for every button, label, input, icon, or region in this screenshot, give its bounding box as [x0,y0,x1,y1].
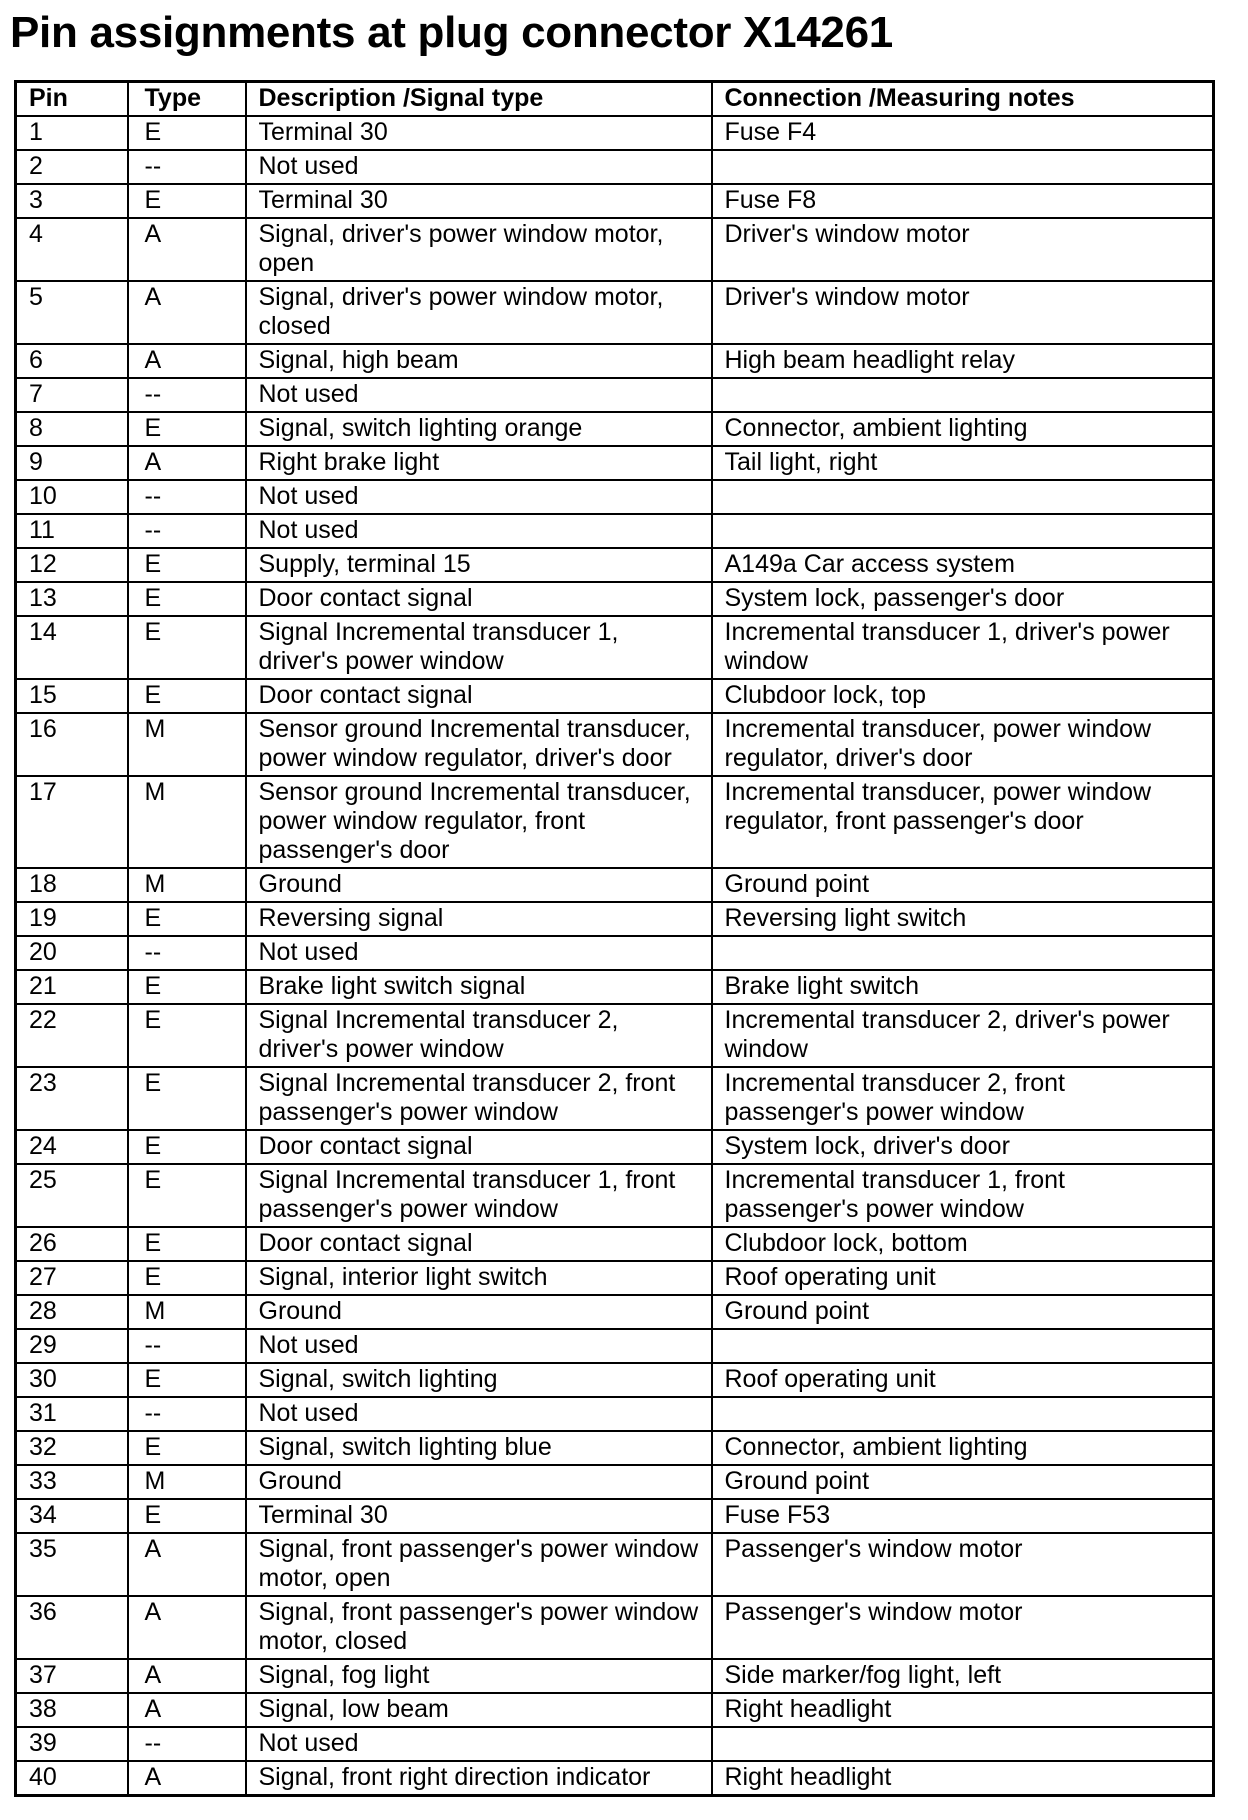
table-row [16,218,1214,281]
table-body [16,116,1214,1796]
type-cell: E [128,616,246,679]
description-cell: Signal Incremental transducer 2, driver's power window [246,1004,712,1067]
table-row [16,1431,1214,1465]
pin-cell: 1 [16,116,128,150]
type-cell: A [128,344,246,378]
connection-cell: Fuse F53 [712,1499,1214,1533]
type-cell: -- [128,1727,246,1761]
table-row [16,1659,1214,1693]
connection-cell: System lock, driver's door [712,1130,1214,1164]
connection-cell: Clubdoor lock, top [712,679,1214,713]
description-cell: Terminal 30 [246,1499,712,1533]
description-cell: Sensor ground Incremental transducer, power window regulator, driver's door [246,713,712,776]
table-row [16,1397,1214,1431]
description-cell: Signal, switch lighting blue [246,1431,712,1465]
table-row [16,679,1214,713]
description-cell: Door contact signal [246,1130,712,1164]
type-cell: E [128,902,246,936]
description-cell: Not used [246,480,712,514]
description-cell: Signal, interior light switch [246,1261,712,1295]
table-row [16,1596,1214,1659]
pin-cell: 34 [16,1499,128,1533]
pin-cell: 6 [16,344,128,378]
type-cell: -- [128,1329,246,1363]
description-cell: Signal, switch lighting [246,1363,712,1397]
connection-cell: Passenger's window motor [712,1596,1214,1659]
description-cell: Signal Incremental transducer 2, front passenger's power window [246,1067,712,1130]
pin-cell: 12 [16,548,128,582]
pin-cell: 7 [16,378,128,412]
description-cell: Right brake light [246,446,712,480]
connection-cell [712,378,1214,412]
pin-cell: 38 [16,1693,128,1727]
type-cell: -- [128,936,246,970]
table-row [16,936,1214,970]
connection-cell: System lock, passenger's door [712,582,1214,616]
pin-cell: 17 [16,776,128,868]
pin-cell: 24 [16,1130,128,1164]
description-cell: Signal, fog light [246,1659,712,1693]
connection-cell: High beam headlight relay [712,344,1214,378]
table-row [16,1533,1214,1596]
description-cell: Ground [246,868,712,902]
header-pin: Pin [16,82,128,117]
pin-cell: 15 [16,679,128,713]
table-row [16,1004,1214,1067]
table-row [16,1727,1214,1761]
description-cell: Signal, driver's power window motor, open [246,218,712,281]
description-cell: Door contact signal [246,582,712,616]
header-type: Type [128,82,246,117]
pin-cell: 22 [16,1004,128,1067]
connection-cell: Connector, ambient lighting [712,1431,1214,1465]
description-cell: Signal, low beam [246,1693,712,1727]
description-cell: Signal, high beam [246,344,712,378]
connection-cell: Driver's window motor [712,281,1214,344]
description-cell: Door contact signal [246,1227,712,1261]
description-cell: Not used [246,1397,712,1431]
connection-cell [712,514,1214,548]
connection-cell: Fuse F4 [712,116,1214,150]
table-row [16,1295,1214,1329]
type-cell: M [128,776,246,868]
description-cell: Terminal 30 [246,116,712,150]
type-cell: M [128,868,246,902]
description-cell: Signal, driver's power window motor, closed [246,281,712,344]
description-cell: Not used [246,1727,712,1761]
connection-cell [712,1727,1214,1761]
description-cell: Door contact signal [246,679,712,713]
table-row [16,1761,1214,1796]
type-cell: -- [128,514,246,548]
connection-cell: Passenger's window motor [712,1533,1214,1596]
table-row [16,344,1214,378]
connection-cell: A149a Car access system [712,548,1214,582]
type-cell: E [128,1164,246,1227]
table-row [16,1164,1214,1227]
connection-cell: Incremental transducer 2, driver's power window [712,1004,1214,1067]
connection-cell [712,1329,1214,1363]
description-cell: Terminal 30 [246,184,712,218]
type-cell: M [128,713,246,776]
connection-cell: Side marker/fog light, left [712,1659,1214,1693]
pin-cell: 13 [16,582,128,616]
table-row [16,902,1214,936]
table-row [16,582,1214,616]
description-cell: Not used [246,936,712,970]
table-row [16,1499,1214,1533]
type-cell: E [128,582,246,616]
table-row [16,616,1214,679]
pin-cell: 4 [16,218,128,281]
type-cell: A [128,1659,246,1693]
pin-cell: 25 [16,1164,128,1227]
type-cell: A [128,281,246,344]
connection-cell: Incremental transducer, power window regulator, front passenger's door [712,776,1214,868]
description-cell: Sensor ground Incremental transducer, power window regulator, front passenger's door [246,776,712,868]
connection-cell: Incremental transducer 1, driver's power window [712,616,1214,679]
pin-cell: 28 [16,1295,128,1329]
page-title: Pin assignments at plug connector X14261 [10,8,893,57]
pin-cell: 40 [16,1761,128,1796]
type-cell: E [128,1499,246,1533]
connection-cell: Ground point [712,868,1214,902]
pin-cell: 2 [16,150,128,184]
header-description: Description /Signal type [246,82,712,117]
type-cell: E [128,679,246,713]
type-cell: E [128,1067,246,1130]
table-row [16,1067,1214,1130]
type-cell: M [128,1465,246,1499]
description-cell: Not used [246,150,712,184]
table-row [16,184,1214,218]
table-row [16,378,1214,412]
pin-cell: 16 [16,713,128,776]
pin-cell: 10 [16,480,128,514]
type-cell: A [128,1693,246,1727]
type-cell: E [128,1431,246,1465]
description-cell: Signal, front passenger's power window motor, open [246,1533,712,1596]
header-connection: Connection /Measuring notes [712,82,1214,117]
type-cell: A [128,1761,246,1796]
table-row [16,1693,1214,1727]
pin-cell: 5 [16,281,128,344]
pin-cell: 23 [16,1067,128,1130]
connection-cell [712,1397,1214,1431]
type-cell: E [128,1261,246,1295]
type-cell: E [128,412,246,446]
pin-cell: 14 [16,616,128,679]
type-cell: A [128,218,246,281]
table-row [16,480,1214,514]
pin-cell: 33 [16,1465,128,1499]
connection-cell: Fuse F8 [712,184,1214,218]
pin-cell: 21 [16,970,128,1004]
description-cell: Not used [246,378,712,412]
pin-cell: 27 [16,1261,128,1295]
pin-cell: 3 [16,184,128,218]
type-cell: E [128,1363,246,1397]
pin-cell: 29 [16,1329,128,1363]
table-header-row [16,82,1214,117]
description-cell: Reversing signal [246,902,712,936]
connection-cell: Brake light switch [712,970,1214,1004]
description-cell: Signal, switch lighting orange [246,412,712,446]
type-cell: E [128,548,246,582]
description-cell: Supply, terminal 15 [246,548,712,582]
table-row [16,868,1214,902]
table-row [16,1261,1214,1295]
type-cell: E [128,1004,246,1067]
pin-assignment-table [14,80,1215,1797]
connection-cell: Roof operating unit [712,1261,1214,1295]
table-row [16,116,1214,150]
pin-cell: 18 [16,868,128,902]
table-row [16,514,1214,548]
type-cell: A [128,1533,246,1596]
pin-cell: 35 [16,1533,128,1596]
table-row [16,412,1214,446]
type-cell: M [128,1295,246,1329]
pin-cell: 30 [16,1363,128,1397]
pin-cell: 39 [16,1727,128,1761]
type-cell: E [128,184,246,218]
table-row [16,1130,1214,1164]
table-row [16,446,1214,480]
connection-cell: Right headlight [712,1761,1214,1796]
connection-cell: Connector, ambient lighting [712,412,1214,446]
type-cell: A [128,1596,246,1659]
description-cell: Brake light switch signal [246,970,712,1004]
connection-cell: Incremental transducer 2, front passenger's power window [712,1067,1214,1130]
table-row [16,1227,1214,1261]
pin-cell: 32 [16,1431,128,1465]
type-cell: E [128,1227,246,1261]
table-row [16,1329,1214,1363]
description-cell: Ground [246,1465,712,1499]
type-cell: A [128,446,246,480]
table-row [16,150,1214,184]
pin-cell: 36 [16,1596,128,1659]
type-cell: -- [128,150,246,184]
connection-cell: Roof operating unit [712,1363,1214,1397]
connection-cell: Reversing light switch [712,902,1214,936]
description-cell: Signal Incremental transducer 1, driver's power window [246,616,712,679]
type-cell: E [128,970,246,1004]
connection-cell: Ground point [712,1295,1214,1329]
pin-cell: 31 [16,1397,128,1431]
type-cell: -- [128,480,246,514]
pin-cell: 19 [16,902,128,936]
connection-cell [712,936,1214,970]
pin-cell: 8 [16,412,128,446]
connection-cell: Ground point [712,1465,1214,1499]
connection-cell: Tail light, right [712,446,1214,480]
table-row [16,281,1214,344]
type-cell: -- [128,378,246,412]
connection-cell: Driver's window motor [712,218,1214,281]
pin-cell: 9 [16,446,128,480]
table-row [16,713,1214,776]
type-cell: E [128,116,246,150]
description-cell: Not used [246,514,712,548]
connection-cell: Incremental transducer, power window regulator, driver's door [712,713,1214,776]
table-row [16,548,1214,582]
table-row [16,1465,1214,1499]
description-cell: Ground [246,1295,712,1329]
connection-cell: Clubdoor lock, bottom [712,1227,1214,1261]
connection-cell [712,150,1214,184]
description-cell: Signal, front passenger's power window motor, closed [246,1596,712,1659]
pin-cell: 37 [16,1659,128,1693]
connection-cell: Right headlight [712,1693,1214,1727]
connection-cell [712,480,1214,514]
type-cell: -- [128,1397,246,1431]
pin-cell: 20 [16,936,128,970]
description-cell: Signal, front right direction indicator [246,1761,712,1796]
type-cell: E [128,1130,246,1164]
description-cell: Not used [246,1329,712,1363]
description-cell: Signal Incremental transducer 1, front passenger's power window [246,1164,712,1227]
table-row [16,776,1214,868]
table-row [16,970,1214,1004]
connection-cell: Incremental transducer 1, front passenger's power window [712,1164,1214,1227]
pin-cell: 26 [16,1227,128,1261]
table-row [16,1363,1214,1397]
pin-cell: 11 [16,514,128,548]
